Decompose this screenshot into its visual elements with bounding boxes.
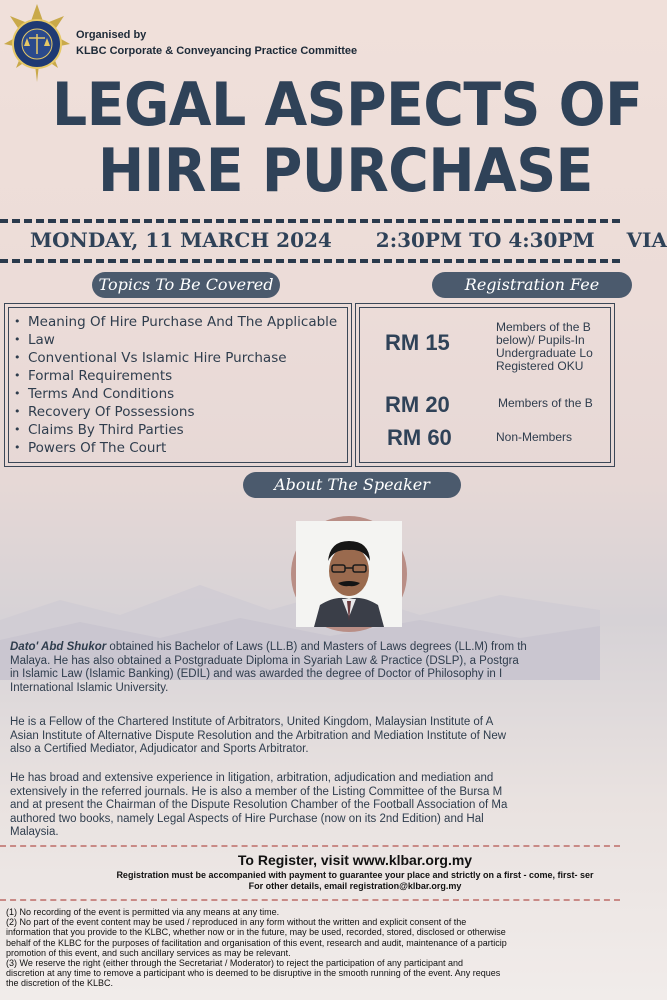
bio-line: International Islamic University. [10, 681, 169, 694]
register-note: Registration must be accompanied with payment to guarantee your place and strictly on a first - come, first- ser [116, 870, 594, 880]
terms-notes [6, 907, 507, 989]
speaker-bio-3 [10, 772, 630, 840]
organiser-label: Organised by [76, 29, 147, 41]
bio-line: He has broad and extensive experience in litigation, arbitration, adjudication and mediation and [10, 772, 494, 784]
event-date: MONDAY, 11 MARCH 2024 [30, 228, 332, 252]
bio-line: in Islamic Law (Islamic Banking) (EDIL) and was awarded the degree of Doctor of Philosophy in I [10, 668, 503, 680]
fee-desc-15 [496, 321, 593, 373]
topic-item: • Formal Requirements [14, 367, 344, 385]
topic-item: • Law [14, 331, 344, 349]
fee-desc-line: Registered OKU [496, 359, 584, 373]
bio-line: Malaya. He has also obtained a Postgraduate Diploma in Syariah Law & Practice (DSLP), a Postgra [10, 654, 519, 667]
bio-line: extensively in the referred journals. He is also a member of the Listing Committee of the Bursa M [10, 785, 503, 798]
fee-amount-20: RM 20 [385, 392, 450, 417]
speaker-bio-2 [10, 716, 630, 757]
event-venue: VIA [626, 228, 667, 252]
fee-desc-line: below)/ Pupils-In [496, 333, 585, 347]
organiser-block [76, 27, 357, 59]
topic-item: • Meaning Of Hire Purchase And The Applicable [14, 313, 344, 331]
organiser-committee: KLBC Corporate & Conveyancing Practice Committee [76, 45, 358, 57]
bio-line: also a Certified Mediator, Adjudicator and Sports Arbitrator. [10, 743, 309, 755]
fee-desc-line: Undergraduate Lo [496, 346, 593, 360]
bio-line: Malaysia. [10, 826, 59, 838]
event-time: 2:30PM TO 4:30PM [375, 228, 595, 252]
event-title [52, 70, 643, 206]
bio-line: obtained his Bachelor of Laws (LL.B) and Masters of Laws degrees (LL.M) from th [106, 641, 527, 653]
note-line: discretion at any time to remove a participant who is deemed to be disruptive in the smooth running of the event. Any reques [6, 968, 501, 979]
topic-item: • Claims By Third Parties [14, 421, 344, 439]
topic-item: • Powers Of The Court [14, 439, 344, 457]
divider-top [0, 219, 620, 223]
note-line: (2) No part of the event content may be used / reproduced in any form without the written and explicit consent of the [6, 917, 467, 928]
topic-item: • Terms And Conditions [14, 385, 344, 403]
bio-line: and at present the Chairman of the Dispute Resolution Chamber of the Football Association of Ma [10, 799, 508, 811]
register-title: To Register, visit www.klbar.org.my [237, 852, 473, 868]
note-line: behalf of the KLBC for the purposes of facilitation and organisation of this event, research and audit, maintenance of a particip [6, 937, 507, 948]
topic-item: • Conventional Vs Islamic Hire Purchase [14, 349, 344, 367]
fee-amount-60: RM 60 [387, 425, 452, 450]
speaker-name: Dato' Abd Shukor [10, 641, 107, 653]
speaker-bio-1 [10, 641, 630, 695]
speaker-heading: About The Speaker [243, 472, 461, 498]
fee-amount-15: RM 15 [385, 330, 450, 355]
divider-register-top [0, 845, 620, 847]
bio-line: authored two books, namely Legal Aspects of Hire Purchase (now on its 2nd Edition) and Hal [10, 812, 484, 825]
fee-desc-20: Members of the B [498, 396, 593, 410]
note-line: the discretion of the KLBC. [6, 978, 114, 989]
topics-heading: Topics To Be Covered [92, 272, 280, 298]
register-email: For other details, email registration@klbar.org.my [248, 881, 462, 891]
bio-line: He is a Fellow of the Chartered Institute of Arbitrators, United Kingdom, Malaysian Institute of A [10, 716, 494, 728]
fees-heading: Registration Fee [432, 272, 632, 298]
bio-line: Asian Institute of Alternative Dispute Resolution and the Arbitration and Mediation Institute of New [10, 729, 507, 742]
fee-desc-60: Non-Members [496, 430, 573, 444]
divider-bottom [0, 259, 620, 263]
event-dateline [30, 228, 667, 252]
note-line: (3) We reserve the right (either through the Secretariat / Moderator) to reject the participation of any participant and [6, 958, 464, 969]
divider-register-bottom [0, 899, 620, 901]
fee-desc-line: Members of the B [496, 320, 591, 334]
note-line: (1) No recording of the event is permitted via any means at any time. [6, 907, 280, 917]
note-line: promotion of this event, and such ancillary services as may be relevant. [6, 947, 291, 958]
speaker-photo [291, 516, 407, 632]
title-line-2: HIRE PURCHASE [98, 136, 593, 206]
note-line: information that you provide to the KLBC, whether now or in the future, may be used, recorded, stored, disclosed or otherwise [6, 927, 506, 938]
title-line-1: LEGAL ASPECTS OF [52, 70, 643, 140]
topic-item: • Recovery Of Possessions [14, 403, 344, 421]
speaker-portrait [296, 521, 402, 627]
topics-list [14, 313, 344, 457]
